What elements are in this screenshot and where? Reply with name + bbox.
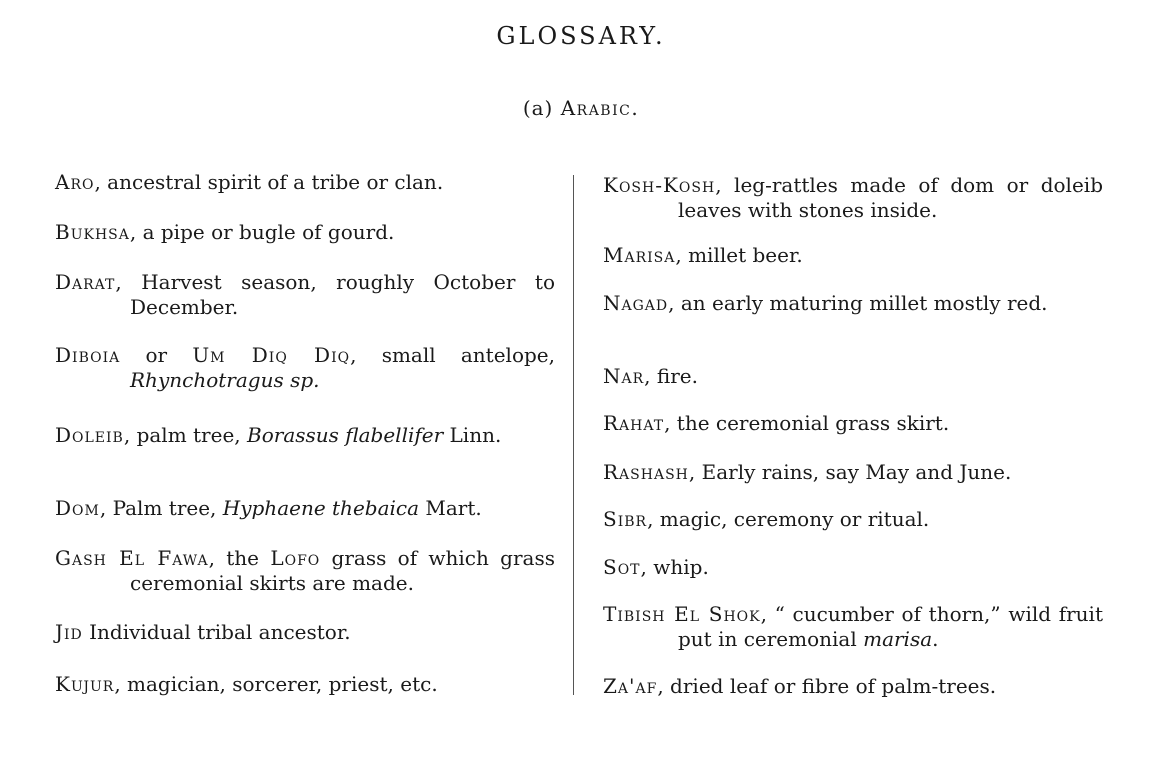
term-separator: , xyxy=(129,220,137,244)
section-heading xyxy=(0,96,1162,120)
glossary-definition: ancestral spirit of a tribe or clan. xyxy=(100,170,444,194)
term-separator: , xyxy=(99,496,107,520)
glossary-term: Nar xyxy=(603,364,645,388)
section-marker: (a) xyxy=(522,96,554,120)
glossary-entry-bukhsa xyxy=(55,220,555,245)
term-separator: , xyxy=(208,546,215,570)
term-separator: , xyxy=(688,460,696,484)
glossary-entry-marisa xyxy=(603,243,1103,268)
term-separator: , xyxy=(94,170,101,194)
glossary-entry-rashash xyxy=(603,460,1103,485)
glossary-definition: magic, ceremony or ritual. xyxy=(653,507,930,531)
glossary-entry-gash-el-fawa xyxy=(55,546,555,596)
column-divider xyxy=(573,175,574,695)
glossary-definition: Individual tribal ancestor. xyxy=(82,620,351,644)
glossary-definition-tail: grass of which grass ceremonial skirts are made. xyxy=(130,546,555,595)
term-separator: , xyxy=(675,243,682,267)
glossary-term: Rashash xyxy=(603,460,689,484)
glossary-entry-nagad xyxy=(603,291,1103,316)
glossary-term: Sot xyxy=(603,555,641,579)
glossary-term: Sibr xyxy=(603,507,648,531)
glossary-entry-zaaf xyxy=(603,674,1103,699)
glossary-definition: leg-rattles made of dom or doleib leaves with stones inside. xyxy=(678,173,1103,222)
glossary-definition: an early maturing millet mostly red. xyxy=(674,291,1048,315)
glossary-term: Diboia xyxy=(55,343,121,367)
glossary-term: Aro xyxy=(55,170,95,194)
section-name: Arabic. xyxy=(560,96,640,120)
glossary-definition-tail: Mart. xyxy=(419,496,482,520)
term-separator: , xyxy=(647,507,654,531)
glossary-definition: the xyxy=(214,546,271,570)
term-separator: , xyxy=(715,173,722,197)
glossary-term: Kujur xyxy=(55,672,115,696)
glossary-definition-tail: Linn. xyxy=(443,423,502,447)
glossary-definition: small antelope, xyxy=(356,343,555,367)
glossary-definition-tail: . xyxy=(932,627,939,651)
glossary-term: Rahat xyxy=(603,411,665,435)
glossary-term: Jid xyxy=(55,620,83,644)
glossary-definition: a pipe or bugle of gourd. xyxy=(136,220,395,244)
glossary-term: Darat xyxy=(55,270,116,294)
term-separator: , xyxy=(657,674,664,698)
glossary-definition: millet beer. xyxy=(681,243,803,267)
glossary-term: Kosh-Kosh xyxy=(603,173,716,197)
glossary-conjunction: or xyxy=(120,343,193,367)
glossary-definition: fire. xyxy=(650,364,698,388)
glossary-entry-sot xyxy=(603,555,1103,580)
glossary-entry-tibish-el-shok xyxy=(603,602,1103,652)
glossary-term: Gash El Fawa xyxy=(55,546,209,570)
glossary-term-alt: Um Diq Diq xyxy=(192,343,351,367)
glossary-definition: magician, sorcerer, priest, etc. xyxy=(120,672,438,696)
glossary-definition: “ cucumber of thorn,” wild fruit put in ceremonial xyxy=(678,602,1103,651)
glossary-entry-aro xyxy=(55,170,555,195)
glossary-entry-jid xyxy=(55,620,555,645)
glossary-entry-diboia xyxy=(55,343,555,393)
term-separator: , xyxy=(350,343,357,367)
page-title: GLOSSARY. xyxy=(496,22,666,50)
glossary-term: Doleib xyxy=(55,423,124,447)
glossary-definition: Palm tree, xyxy=(106,496,223,520)
glossary-definition: Early rains, say May and June. xyxy=(695,460,1012,484)
glossary-definition: palm tree, xyxy=(130,423,248,447)
glossary-definition: whip. xyxy=(646,555,709,579)
glossary-entry-rahat xyxy=(603,411,1103,436)
italic-term: marisa xyxy=(863,627,933,651)
glossary-entry-dom xyxy=(55,496,555,521)
glossary-definition: dried leaf or fibre of palm-trees. xyxy=(663,674,997,698)
glossary-term-alt: Lofo xyxy=(270,546,321,570)
glossary-term: Marisa xyxy=(603,243,676,267)
term-separator: , xyxy=(668,291,675,315)
term-separator: , xyxy=(640,555,647,579)
term-separator: , xyxy=(644,364,651,388)
scientific-name: Hyphaene thebaica xyxy=(222,496,420,520)
term-separator: , xyxy=(123,423,131,447)
glossary-term: Nagad xyxy=(603,291,669,315)
glossary-term: Za'af xyxy=(603,674,658,698)
glossary-definition: the ceremonial grass skirt. xyxy=(670,411,950,435)
scientific-name: Borassus flabellifer xyxy=(247,423,444,447)
term-separator: , xyxy=(664,411,671,435)
glossary-entry-kosh-kosh xyxy=(603,173,1103,223)
glossary-definition: Harvest season, roughly October to December. xyxy=(121,270,555,319)
glossary-entry-darat xyxy=(55,270,555,320)
term-separator: , xyxy=(760,602,767,626)
glossary-term: Dom xyxy=(55,496,100,520)
glossary-entry-nar xyxy=(603,364,1103,389)
glossary-entry-kujur xyxy=(55,672,555,697)
scientific-name: Rhynchotragus sp. xyxy=(130,368,320,392)
glossary-term: Bukhsa xyxy=(55,220,130,244)
glossary-entry-sibr xyxy=(603,507,1103,532)
term-separator: , xyxy=(115,270,122,294)
glossary-term: Tibish El Shok xyxy=(603,602,761,626)
glossary-entry-doleib xyxy=(55,423,555,448)
term-separator: , xyxy=(114,672,121,696)
